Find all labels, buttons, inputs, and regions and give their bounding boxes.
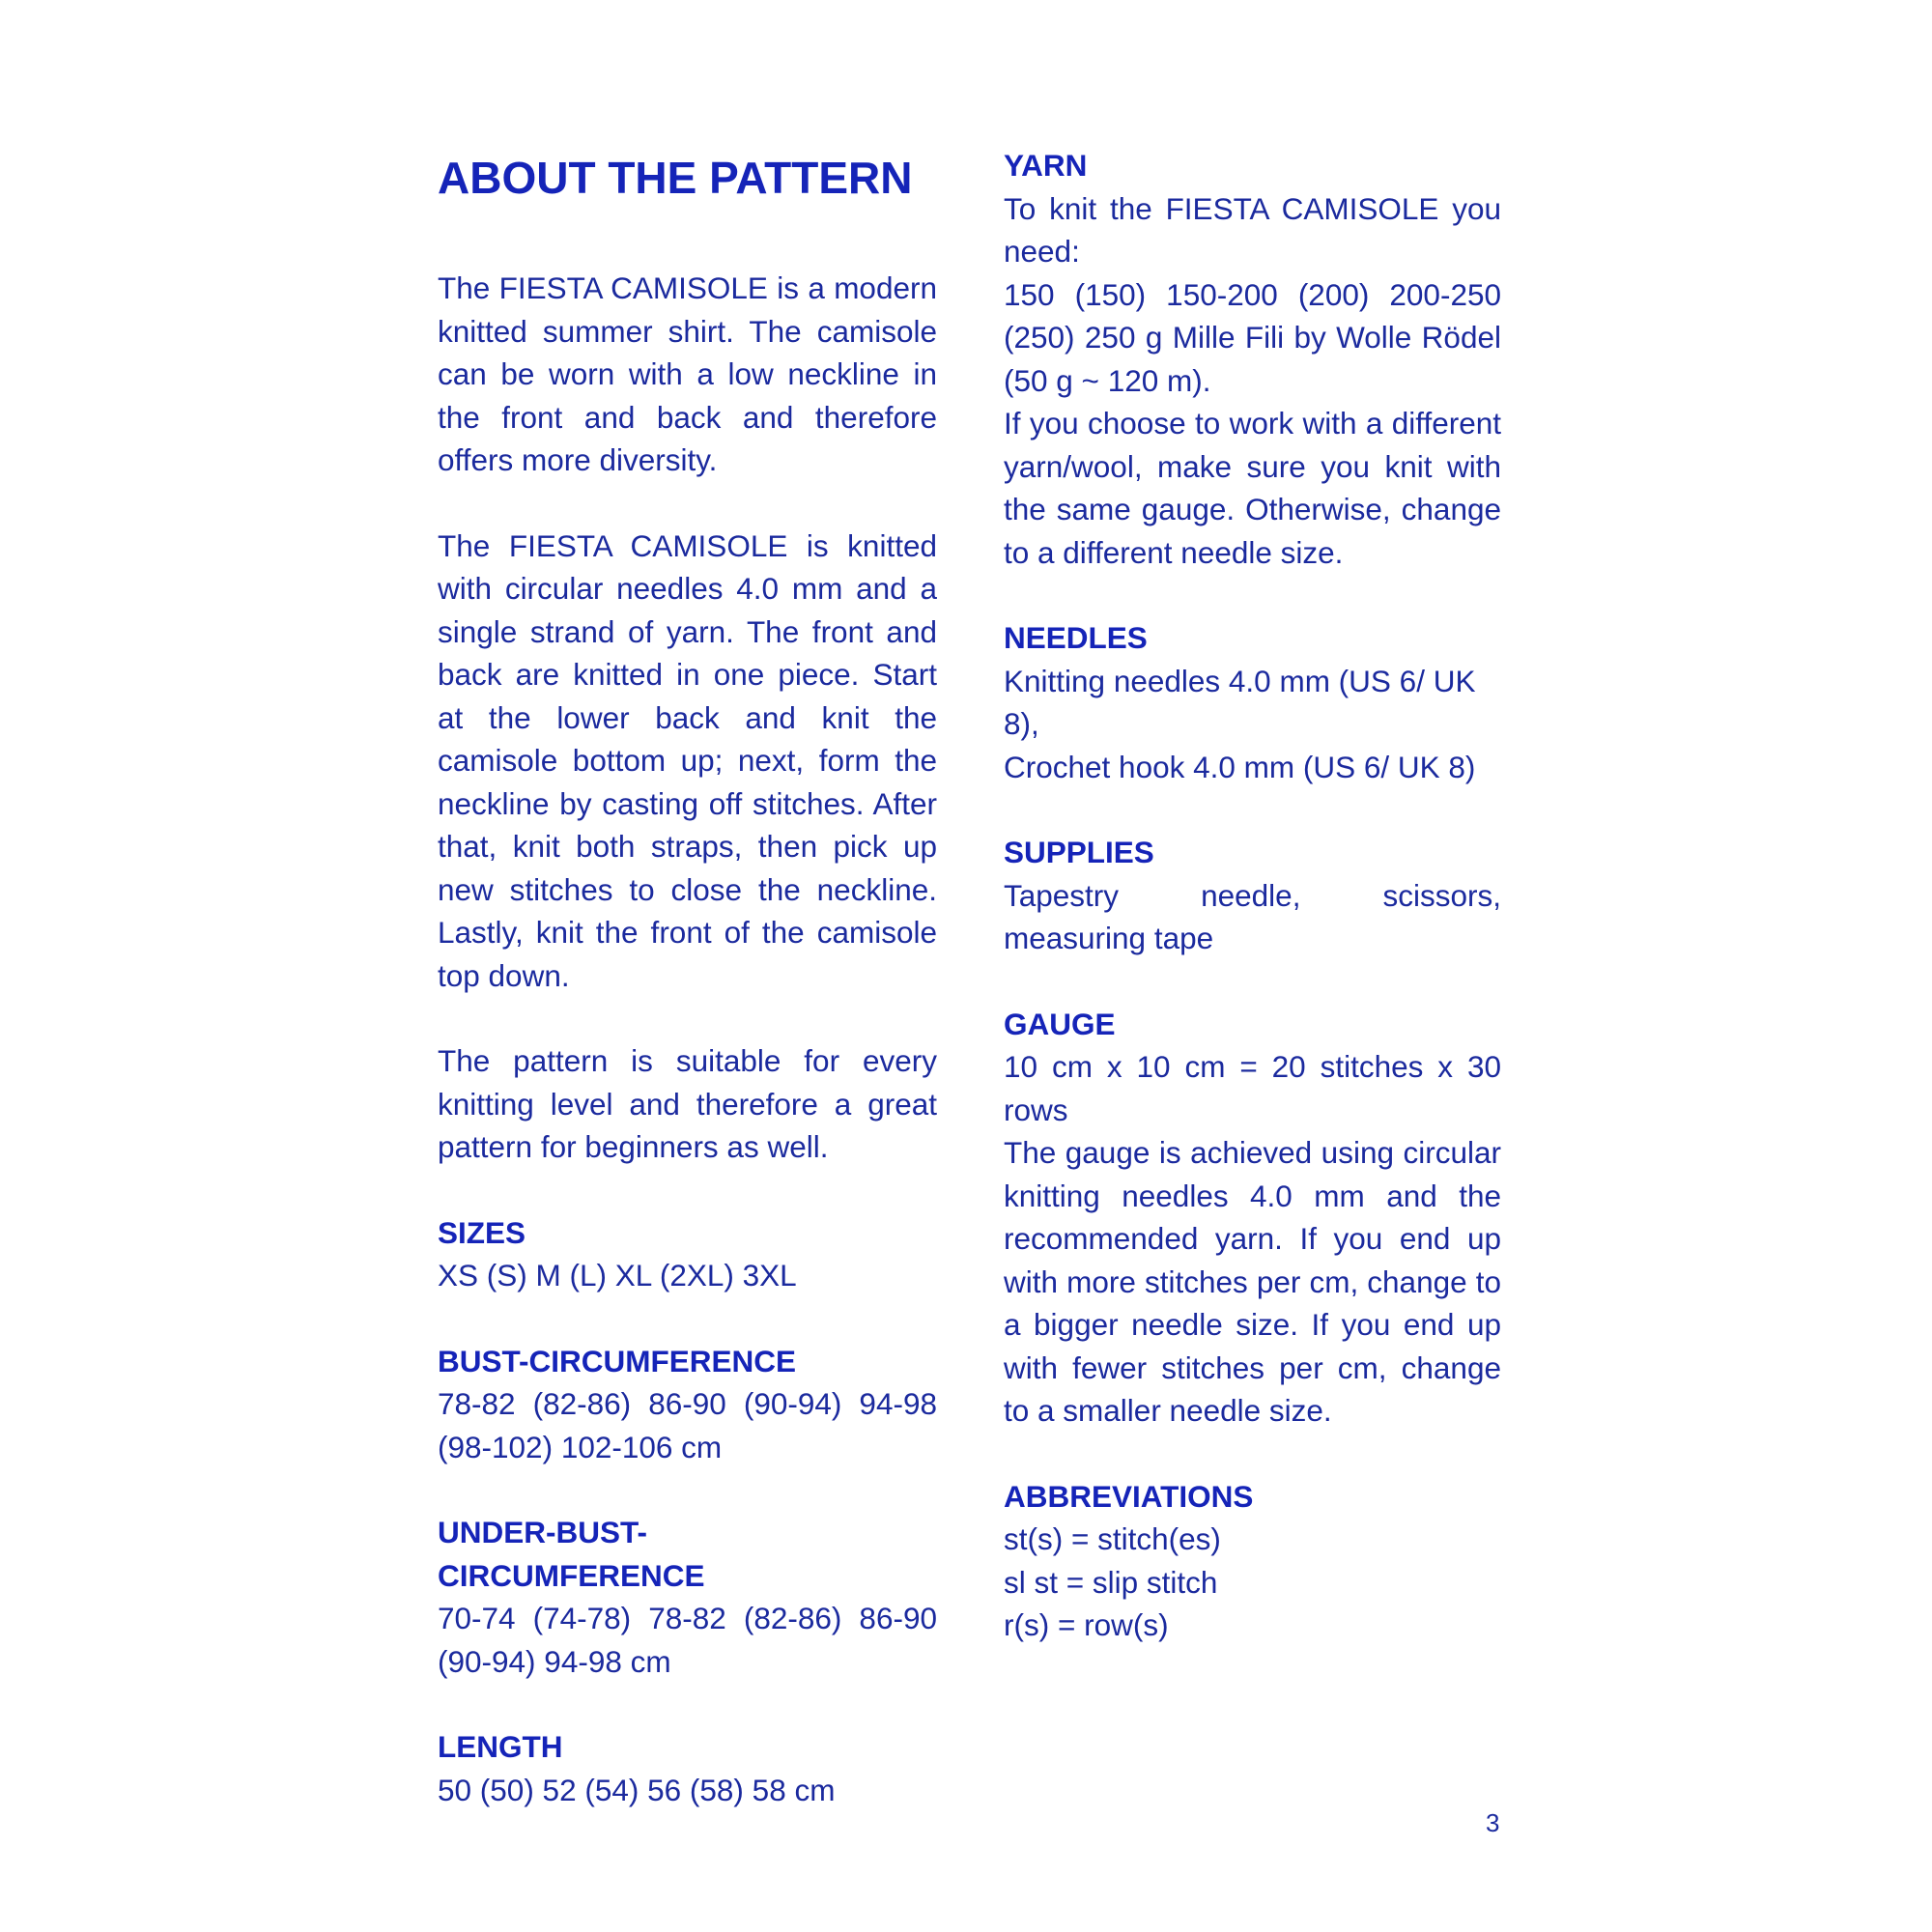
yarn-text-2: 150 (150) 150-200 (200) 200-250 (250) 250 g Mille Fili by Wolle Rödel (50 g ~ 120 m).: [1004, 276, 1501, 398]
under-bust-section: [438, 1511, 937, 1683]
under-bust-heading-line-1: UNDER-BUST-: [438, 1515, 647, 1549]
abbreviations-heading: ABBREVIATIONS: [1004, 1478, 1254, 1514]
supplies-heading: SUPPLIES: [1004, 835, 1154, 869]
length-section: [438, 1725, 937, 1811]
needles-line-2: Crochet hook 4.0 mm (US 6/ UK 8): [1004, 749, 1476, 784]
right-column: [1004, 150, 1501, 1690]
page-title: ABOUT THE PATTERN: [438, 153, 913, 203]
abbreviations-section: [1004, 1475, 1501, 1647]
supplies-section: [1004, 831, 1501, 960]
abbreviation-item: sl st = slip stitch: [1004, 1564, 1218, 1600]
needles-heading: NEEDLES: [1004, 620, 1148, 655]
yarn-text-1: To knit the FIESTA CAMISOLE you need:: [1004, 190, 1501, 269]
length-text: 50 (50) 52 (54) 56 (58) 58 cm: [438, 1772, 836, 1807]
sizes-text: XS (S) M (L) XL (2XL) 3XL: [438, 1258, 797, 1293]
abbreviation-item: r(s) = row(s): [1004, 1607, 1169, 1642]
needles-section: [1004, 616, 1501, 788]
intro-paragraph-1: The FIESTA CAMISOLE is a modern knitted summer shirt. The camisole can be worn with a low neckline in the front and back and therefore offers more diversity.: [438, 270, 937, 477]
bust-text: 78-82 (82-86) 86-90 (90-94) 94-98 (98-102) 102-106 cm: [438, 1386, 937, 1464]
yarn-section: [1004, 144, 1501, 574]
gauge-text-1: 10 cm x 10 cm = 20 stitches x 30 rows: [1004, 1049, 1501, 1127]
bust-section: [438, 1340, 937, 1469]
length-heading: LENGTH: [438, 1729, 563, 1764]
sizes-heading: SIZES: [438, 1214, 526, 1250]
intro-paragraph-3: The pattern is suitable for every knitting level and therefore a great pattern for beginners as well.: [438, 1043, 937, 1164]
gauge-text-2: The gauge is achieved using circular knitting needles 4.0 mm and the recommended yarn. If you end up with more stitches per cm, change to a bigger needle size. If you end up with fewer stitches per cm, change to a smaller needle size.: [1004, 1135, 1501, 1428]
needles-line-1: Knitting needles 4.0 mm (US 6/ UK 8),: [1004, 663, 1476, 741]
under-bust-heading-line-2: CIRCUMFERENCE: [438, 1557, 705, 1593]
gauge-heading: GAUGE: [1004, 1006, 1116, 1041]
bust-heading: BUST-CIRCUMFERENCE: [438, 1343, 797, 1378]
supplies-text: Tapestry needle, scissors, measuring tape: [1004, 877, 1501, 955]
yarn-heading: YARN: [1004, 148, 1088, 183]
yarn-text-3: If you choose to work with a different yarn/wool, make sure you knit with the same gauge. Otherwise, change to a different needle size.: [1004, 406, 1501, 570]
abbreviation-item: st(s) = stitch(es): [1004, 1521, 1221, 1556]
under-bust-text: 70-74 (74-78) 78-82 (82-86) 86-90 (90-94) 94-98 cm: [438, 1601, 937, 1679]
gauge-section: [1004, 1003, 1501, 1433]
intro-paragraph-2: The FIESTA CAMISOLE is knitted with circular needles 4.0 mm and a single strand of yarn. The front and back are knitted in one piece. Start at the lower back and knit the camisole bottom up; next, form the neckline by casting off stitches. After that, knit both straps, then pick up new stitches to close the neckline. Lastly, knit the front of the camisole top down.: [438, 527, 937, 993]
left-column: [438, 150, 937, 1854]
page-number: 3: [1486, 1808, 1500, 1837]
sizes-section: [438, 1211, 937, 1297]
